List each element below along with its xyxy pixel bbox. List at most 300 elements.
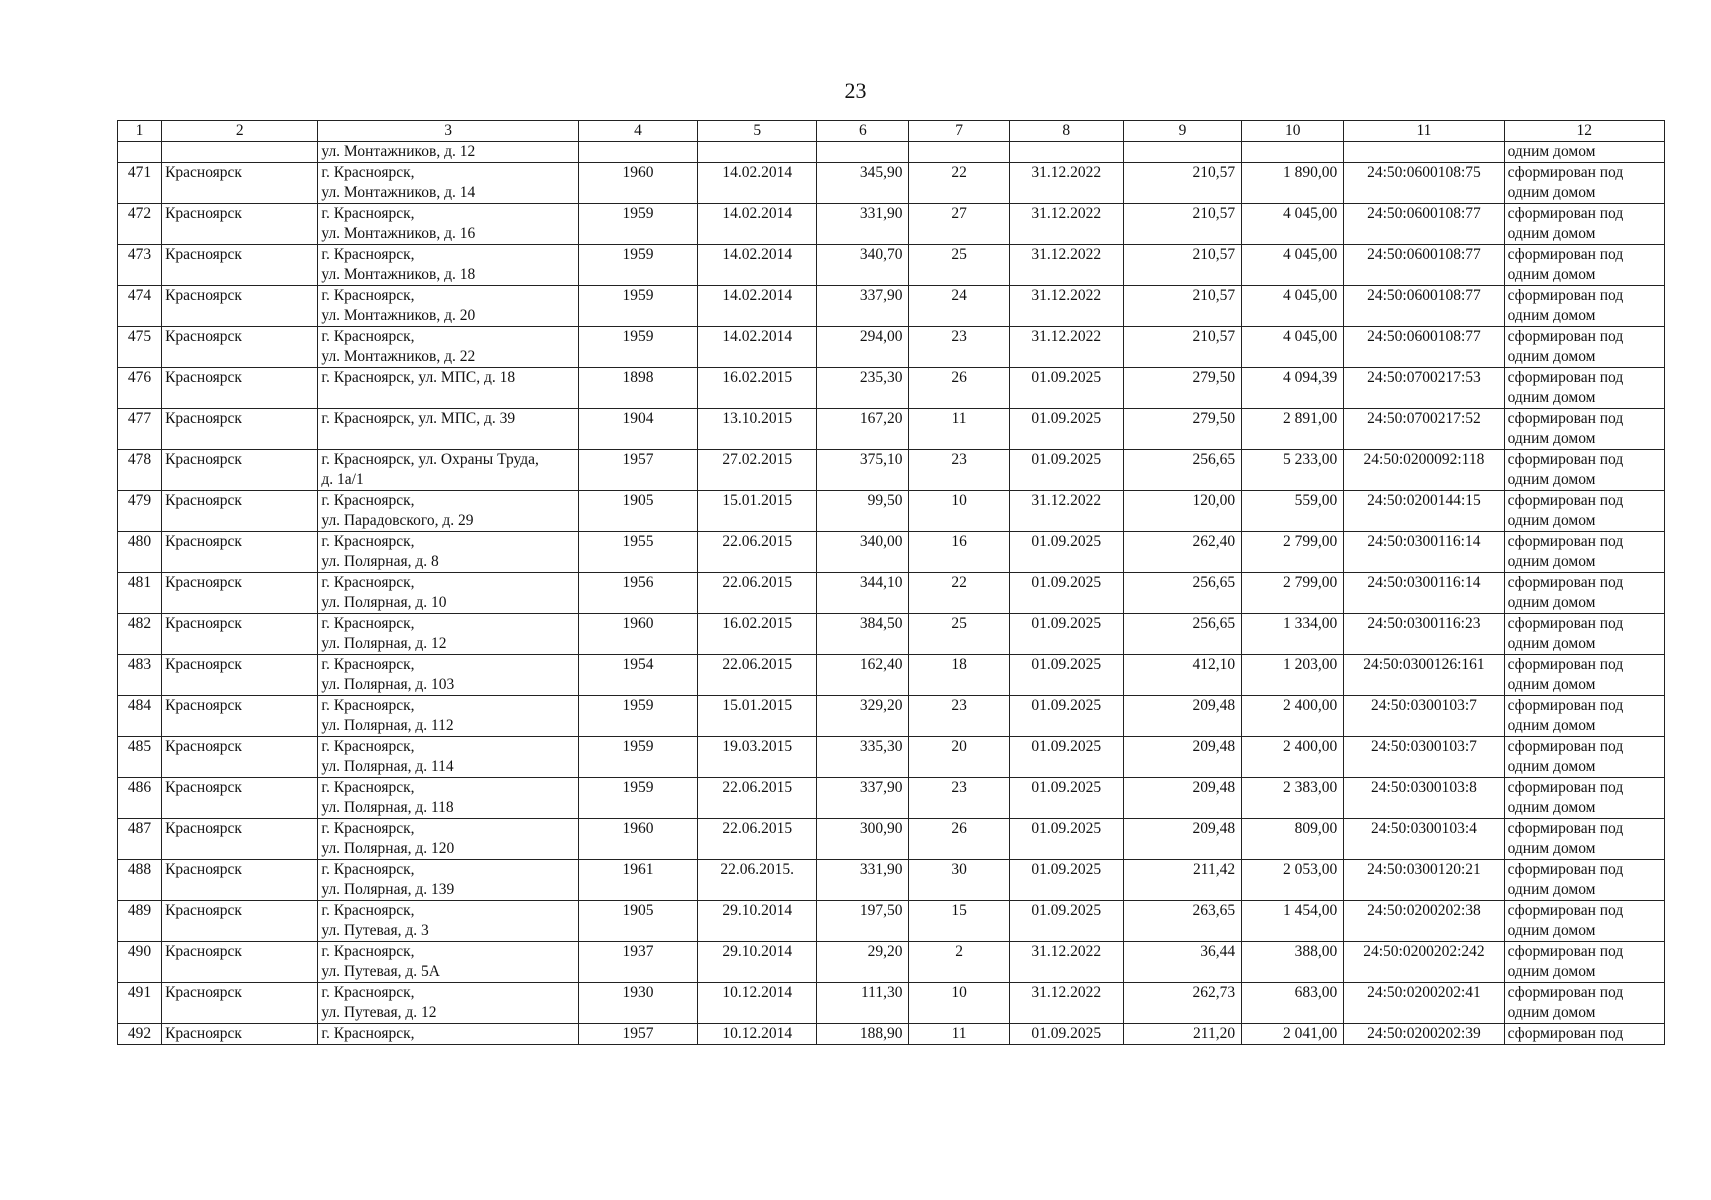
city-cell: Красноярск (162, 573, 318, 614)
price-cell: 210,57 (1123, 163, 1241, 204)
status-line: сформирован под (1507, 697, 1624, 714)
status-line: одним домом (1507, 430, 1596, 447)
row-number: 477 (118, 409, 162, 450)
cadastral-number-cell: 24:50:0300116:14 (1344, 532, 1504, 573)
address-line: ул. Полярная, д. 10 (321, 594, 447, 611)
address-cell (318, 942, 579, 983)
status-line: сформирован под (1507, 246, 1624, 263)
city-cell: Красноярск (162, 819, 318, 860)
address-line: ул. Полярная, д. 103 (321, 676, 455, 693)
status-cell (1504, 573, 1664, 614)
table-row (118, 573, 1665, 614)
cadastral-number-cell: 24:50:0300103:4 (1344, 819, 1504, 860)
cadastral-number-cell: 24:50:0700217:52 (1344, 409, 1504, 450)
date-cell: 29.10.2014 (698, 901, 817, 942)
count-cell: 15 (909, 901, 1009, 942)
address-cell (318, 860, 579, 901)
area-cell: 294,00 (817, 327, 909, 368)
address-line: г. Красноярск, ул. МПС, д. 18 (321, 369, 516, 386)
city-cell: Красноярск (162, 942, 318, 983)
address-line: г. Красноярск, (321, 984, 415, 1001)
status-line: одним домом (1507, 307, 1596, 324)
status-cell (1504, 368, 1664, 409)
row-number: 479 (118, 491, 162, 532)
address-cell (318, 163, 579, 204)
status-cell (1504, 614, 1664, 655)
address-line: г. Красноярск, (321, 205, 415, 222)
table-row (118, 286, 1665, 327)
land-area-cell: 4 045,00 (1242, 204, 1344, 245)
planned-date-cell: 01.09.2025 (1009, 409, 1123, 450)
date-cell: 15.01.2015 (698, 491, 817, 532)
planned-date-cell: 01.09.2025 (1009, 860, 1123, 901)
address-line: ул. Полярная, д. 114 (321, 758, 454, 775)
address-line: ул. Полярная, д. 8 (321, 553, 439, 570)
land-area-cell: 683,00 (1242, 983, 1344, 1024)
year-cell: 1905 (578, 901, 697, 942)
year-cell: 1960 (578, 819, 697, 860)
status-line: сформирован под (1507, 1025, 1624, 1042)
status-line: сформирован под (1507, 369, 1624, 386)
planned-date-cell: 01.09.2025 (1009, 696, 1123, 737)
date-cell: 14.02.2014 (698, 245, 817, 286)
city-cell: Красноярск (162, 286, 318, 327)
address-line: г. Красноярск, (321, 328, 415, 345)
count-cell: 10 (909, 491, 1009, 532)
planned-date-cell: 01.09.2025 (1009, 532, 1123, 573)
land-area-cell: 2 053,00 (1242, 860, 1344, 901)
year-cell: 1957 (578, 450, 697, 491)
address-cell (318, 245, 579, 286)
city-cell: Красноярск (162, 532, 318, 573)
price-cell: 263,65 (1123, 901, 1241, 942)
status-line: сформирован под (1507, 820, 1624, 837)
status-cell (1504, 409, 1664, 450)
count-cell: 25 (909, 614, 1009, 655)
status-line: сформирован под (1507, 287, 1624, 304)
planned-date-cell: 31.12.2022 (1009, 983, 1123, 1024)
address-cell (318, 491, 579, 532)
header-row (118, 121, 1665, 142)
row-number: 484 (118, 696, 162, 737)
count-cell: 23 (909, 778, 1009, 819)
column-header: 9 (1123, 121, 1241, 142)
price-cell: 256,65 (1123, 573, 1241, 614)
status-line: сформирован под (1507, 902, 1624, 919)
status-line: одним домом (1507, 512, 1596, 529)
date-cell: 15.01.2015 (698, 696, 817, 737)
table-row (118, 942, 1665, 983)
year-cell: 1959 (578, 737, 697, 778)
cadastral-number-cell: 24:50:0700217:53 (1344, 368, 1504, 409)
price-cell: 210,57 (1123, 286, 1241, 327)
table-row (118, 860, 1665, 901)
year-cell: 1959 (578, 327, 697, 368)
cadastral-number-cell: 24:50:0300126:161 (1344, 655, 1504, 696)
planned-date-cell: 31.12.2022 (1009, 491, 1123, 532)
address-cell (318, 327, 579, 368)
address-line: г. Красноярск, (321, 1025, 415, 1042)
status-line: одним домом (1507, 348, 1596, 365)
area-cell: 235,30 (817, 368, 909, 409)
city-cell: Красноярск (162, 901, 318, 942)
city-cell: Красноярск (162, 737, 318, 778)
row-number: 491 (118, 983, 162, 1024)
address-line: г. Красноярск, (321, 902, 415, 919)
cadastral-number-cell: 24:50:0200092:118 (1344, 450, 1504, 491)
address-line: г. Красноярск, (321, 738, 415, 755)
status-line: сформирован под (1507, 943, 1624, 960)
column-header: 2 (162, 121, 318, 142)
count-cell: 26 (909, 819, 1009, 860)
address-line: г. Красноярск, (321, 164, 415, 181)
address-line: г. Красноярск, (321, 615, 415, 632)
status-line: сформирован под (1507, 738, 1624, 755)
status-cell (1504, 860, 1664, 901)
planned-date-cell: 01.09.2025 (1009, 1024, 1123, 1045)
address-cell (318, 286, 579, 327)
address-cell (318, 204, 579, 245)
status-line: сформирован под (1507, 328, 1624, 345)
column-header: 1 (118, 121, 162, 142)
status-line: сформирован под (1507, 533, 1624, 550)
planned-date-cell: 01.09.2025 (1009, 368, 1123, 409)
area-cell: 167,20 (817, 409, 909, 450)
status-cell (1504, 204, 1664, 245)
area-cell: 162,40 (817, 655, 909, 696)
year-cell: 1959 (578, 245, 697, 286)
price-cell: 209,48 (1123, 819, 1241, 860)
planned-date-cell: 31.12.2022 (1009, 942, 1123, 983)
area-cell: 337,90 (817, 286, 909, 327)
table-row (118, 737, 1665, 778)
price-cell: 210,57 (1123, 245, 1241, 286)
cadastral-number-cell: 24:50:0600108:77 (1344, 245, 1504, 286)
year-cell: 1954 (578, 655, 697, 696)
address-cell (318, 819, 579, 860)
land-area-cell: 4 045,00 (1242, 327, 1344, 368)
land-area-cell: 559,00 (1242, 491, 1344, 532)
table-row (118, 368, 1665, 409)
address-line: г. Красноярск, (321, 943, 415, 960)
status-cell (1504, 163, 1664, 204)
year-cell: 1955 (578, 532, 697, 573)
address-line: д. 1а/1 (321, 471, 364, 488)
status-line: одним домом (1507, 840, 1596, 857)
status-line: одним домом (1507, 922, 1596, 939)
date-cell: 22.06.2015 (698, 655, 817, 696)
address-line: г. Красноярск, (321, 779, 415, 796)
price-cell: 210,57 (1123, 204, 1241, 245)
price-cell: 256,65 (1123, 614, 1241, 655)
address-line: ул. Монтажников, д. 18 (321, 266, 476, 283)
table-row (118, 819, 1665, 860)
status-line: одним домом (1507, 635, 1596, 652)
price-cell: 412,10 (1123, 655, 1241, 696)
status-cell (1504, 819, 1664, 860)
table-row (118, 1024, 1665, 1045)
cadastral-number-cell: 24:50:0200202:38 (1344, 901, 1504, 942)
address-line: ул. Монтажников, д. 14 (321, 184, 476, 201)
date-cell: 27.02.2015 (698, 450, 817, 491)
date-cell: 16.02.2015 (698, 614, 817, 655)
count-cell: 16 (909, 532, 1009, 573)
column-header: 11 (1344, 121, 1504, 142)
status-line: одним домом (1507, 471, 1596, 488)
address-line: ул. Монтажников, д. 20 (321, 307, 476, 324)
price-cell: 36,44 (1123, 942, 1241, 983)
planned-date-cell: 31.12.2022 (1009, 327, 1123, 368)
address-line: ул. Полярная, д. 12 (321, 635, 447, 652)
address-line: г. Красноярск, (321, 574, 415, 591)
status-cell (1504, 942, 1664, 983)
address-line: г. Красноярск, (321, 533, 415, 550)
cadastral-number-cell: 24:50:0600108:77 (1344, 286, 1504, 327)
price-cell: 211,42 (1123, 860, 1241, 901)
status-line: сформирован под (1507, 984, 1624, 1001)
table-row (118, 327, 1665, 368)
cadastral-number-cell: 24:50:0200202:41 (1344, 983, 1504, 1024)
city-cell: Красноярск (162, 860, 318, 901)
address-line: ул. Полярная, д. 120 (321, 840, 455, 857)
row-number: 481 (118, 573, 162, 614)
status-line: одним домом (1507, 717, 1596, 734)
count-cell: 22 (909, 163, 1009, 204)
address-continued: ул. Монтажников, д. 12 (318, 142, 579, 163)
area-cell: 345,90 (817, 163, 909, 204)
city-cell: Красноярск (162, 368, 318, 409)
price-cell: 120,00 (1123, 491, 1241, 532)
city-cell: Красноярск (162, 983, 318, 1024)
column-header: 10 (1242, 121, 1344, 142)
table-row (118, 409, 1665, 450)
address-cell (318, 778, 579, 819)
price-cell: 209,48 (1123, 696, 1241, 737)
status-line: одним домом (1507, 758, 1596, 775)
column-header: 3 (318, 121, 579, 142)
planned-date-cell: 01.09.2025 (1009, 573, 1123, 614)
city-cell: Красноярск (162, 327, 318, 368)
status-continued: одним домом (1504, 142, 1664, 163)
area-cell: 375,10 (817, 450, 909, 491)
count-cell: 18 (909, 655, 1009, 696)
area-cell: 29,20 (817, 942, 909, 983)
table-row (118, 696, 1665, 737)
date-cell: 19.03.2015 (698, 737, 817, 778)
row-number: 482 (118, 614, 162, 655)
cadastral-number-cell: 24:50:0300116:14 (1344, 573, 1504, 614)
address-cell (318, 901, 579, 942)
address-cell (318, 655, 579, 696)
count-cell: 10 (909, 983, 1009, 1024)
count-cell: 23 (909, 696, 1009, 737)
status-cell (1504, 1024, 1664, 1045)
page-number: 23 (844, 78, 867, 103)
status-cell (1504, 696, 1664, 737)
table-row (118, 450, 1665, 491)
address-cell (318, 450, 579, 491)
price-cell: 279,50 (1123, 368, 1241, 409)
row-number: 475 (118, 327, 162, 368)
year-cell: 1959 (578, 778, 697, 819)
year-cell: 1957 (578, 1024, 697, 1045)
address-line: г. Красноярск, ул. МПС, д. 39 (321, 410, 516, 427)
area-cell: 188,90 (817, 1024, 909, 1045)
address-cell (318, 696, 579, 737)
cadastral-number-cell: 24:50:0300103:7 (1344, 696, 1504, 737)
address-cell (318, 368, 579, 409)
row-number: 472 (118, 204, 162, 245)
address-line: ул. Путевая, д. 5А (321, 963, 440, 980)
status-cell (1504, 450, 1664, 491)
address-cell (318, 532, 579, 573)
planned-date-cell: 31.12.2022 (1009, 245, 1123, 286)
status-line: сформирован под (1507, 205, 1624, 222)
date-cell: 22.06.2015 (698, 819, 817, 860)
land-area-cell: 1 454,00 (1242, 901, 1344, 942)
count-cell: 23 (909, 327, 1009, 368)
status-line: одним домом (1507, 676, 1596, 693)
date-cell: 14.02.2014 (698, 163, 817, 204)
count-cell: 27 (909, 204, 1009, 245)
row-number: 492 (118, 1024, 162, 1045)
area-cell: 335,30 (817, 737, 909, 778)
status-line: сформирован под (1507, 492, 1624, 509)
status-line: сформирован под (1507, 656, 1624, 673)
table-row (118, 491, 1665, 532)
count-cell: 20 (909, 737, 1009, 778)
address-cell (318, 737, 579, 778)
status-line: одним домом (1507, 594, 1596, 611)
cadastral-number-cell: 24:50:0300103:7 (1344, 737, 1504, 778)
registry-table (117, 120, 1665, 1045)
planned-date-cell: 01.09.2025 (1009, 819, 1123, 860)
table-row (118, 655, 1665, 696)
status-line: одним домом (1507, 266, 1596, 283)
city-cell: Красноярск (162, 450, 318, 491)
year-cell: 1930 (578, 983, 697, 1024)
area-cell: 300,90 (817, 819, 909, 860)
row-number: 488 (118, 860, 162, 901)
address-cell (318, 614, 579, 655)
count-cell: 2 (909, 942, 1009, 983)
land-area-cell: 5 233,00 (1242, 450, 1344, 491)
status-line: одним домом (1507, 1004, 1596, 1021)
address-line: ул. Монтажников, д. 16 (321, 225, 476, 242)
status-line: одним домом (1507, 963, 1596, 980)
city-cell: Красноярск (162, 163, 318, 204)
year-cell: 1956 (578, 573, 697, 614)
planned-date-cell: 01.09.2025 (1009, 737, 1123, 778)
address-cell (318, 1024, 579, 1045)
status-cell (1504, 245, 1664, 286)
address-line: ул. Полярная, д. 118 (321, 799, 454, 816)
status-line: сформирован под (1507, 574, 1624, 591)
row-number: 471 (118, 163, 162, 204)
address-cell (318, 983, 579, 1024)
address-line: ул. Путевая, д. 12 (321, 1004, 437, 1021)
land-area-cell: 1 334,00 (1242, 614, 1344, 655)
price-cell: 279,50 (1123, 409, 1241, 450)
status-line: сформирован под (1507, 164, 1624, 181)
year-cell: 1960 (578, 614, 697, 655)
row-number: 486 (118, 778, 162, 819)
count-cell: 25 (909, 245, 1009, 286)
land-area-cell: 1 203,00 (1242, 655, 1344, 696)
status-cell (1504, 491, 1664, 532)
address-line: г. Красноярск, (321, 656, 415, 673)
status-line: одним домом (1507, 225, 1596, 242)
address-line: г. Красноярск, (321, 820, 415, 837)
city-cell: Красноярск (162, 614, 318, 655)
row-number: 485 (118, 737, 162, 778)
table-row (118, 245, 1665, 286)
cadastral-number-cell: 24:50:0300120:21 (1344, 860, 1504, 901)
count-cell: 22 (909, 573, 1009, 614)
address-line: г. Красноярск, (321, 246, 415, 263)
land-area-cell: 4 045,00 (1242, 245, 1344, 286)
table-row (118, 614, 1665, 655)
year-cell: 1959 (578, 696, 697, 737)
city-cell: Красноярск (162, 655, 318, 696)
city-cell: Красноярск (162, 491, 318, 532)
cadastral-number-cell: 24:50:0200202:39 (1344, 1024, 1504, 1045)
cadastral-number-cell: 24:50:0600108:75 (1344, 163, 1504, 204)
status-line: одним домом (1507, 184, 1596, 201)
planned-date-cell: 01.09.2025 (1009, 778, 1123, 819)
status-line: одним домом (1507, 881, 1596, 898)
area-cell: 340,00 (817, 532, 909, 573)
status-cell (1504, 532, 1664, 573)
address-line: г. Красноярск, (321, 287, 415, 304)
count-cell: 11 (909, 409, 1009, 450)
land-area-cell: 2 891,00 (1242, 409, 1344, 450)
address-line: ул. Полярная, д. 139 (321, 881, 455, 898)
status-cell (1504, 327, 1664, 368)
date-cell: 22.06.2015 (698, 573, 817, 614)
land-area-cell: 4 045,00 (1242, 286, 1344, 327)
land-area-cell: 2 400,00 (1242, 737, 1344, 778)
status-cell (1504, 655, 1664, 696)
planned-date-cell: 01.09.2025 (1009, 614, 1123, 655)
price-cell: 262,73 (1123, 983, 1241, 1024)
count-cell: 30 (909, 860, 1009, 901)
status-line: сформирован под (1507, 861, 1624, 878)
planned-date-cell: 01.09.2025 (1009, 901, 1123, 942)
land-area-cell: 2 799,00 (1242, 532, 1344, 573)
price-cell: 262,40 (1123, 532, 1241, 573)
column-header: 12 (1504, 121, 1664, 142)
area-cell: 197,50 (817, 901, 909, 942)
date-cell: 29.10.2014 (698, 942, 817, 983)
area-cell: 384,50 (817, 614, 909, 655)
city-cell: Красноярск (162, 245, 318, 286)
status-line: сформирован под (1507, 451, 1624, 468)
table-row (118, 778, 1665, 819)
city-cell: Красноярск (162, 1024, 318, 1045)
status-cell (1504, 983, 1664, 1024)
area-cell: 99,50 (817, 491, 909, 532)
address-line: ул. Парадовского, д. 29 (321, 512, 474, 529)
continued-row (118, 142, 1665, 163)
land-area-cell: 4 094,39 (1242, 368, 1344, 409)
count-cell: 11 (909, 1024, 1009, 1045)
cadastral-number-cell: 24:50:0300116:23 (1344, 614, 1504, 655)
area-cell: 337,90 (817, 778, 909, 819)
table-row (118, 204, 1665, 245)
planned-date-cell: 31.12.2022 (1009, 286, 1123, 327)
year-cell: 1898 (578, 368, 697, 409)
